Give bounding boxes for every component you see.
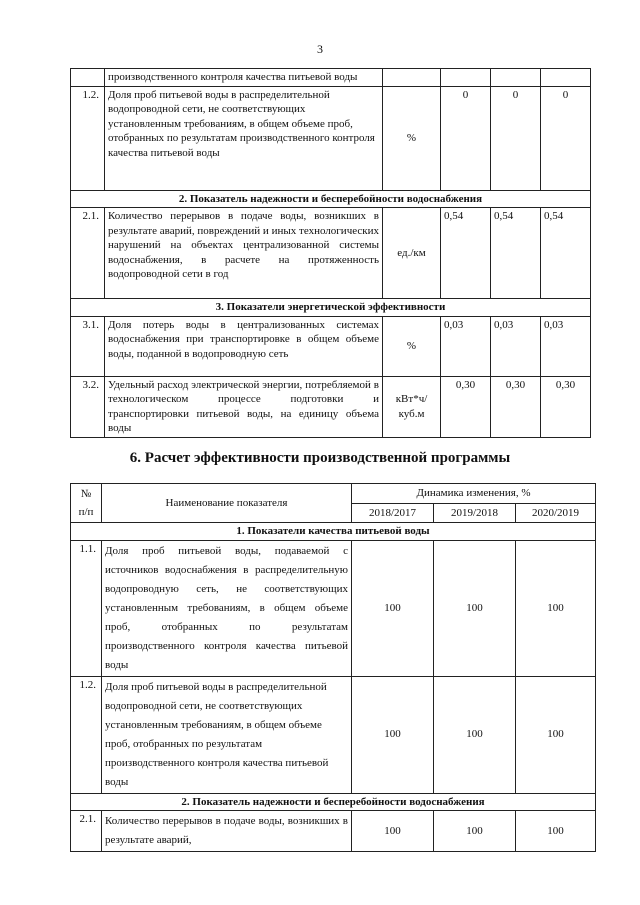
year-header: 2018/2017 [352,503,434,523]
indicator-text: Доля проб питьевой воды, подаваемой с источников водоснабжения в распределительную водопроводную сеть, не соответствующих установленным требованиям, в общем объеме проб, отобранных по результатам производственного контроля качества питьевой воды [102,540,352,676]
value-cell: 100 [434,540,516,676]
indicator-text: Удельный расход электрической энергии, потребляемой в технологическом процессе подготовки и транспортировки питьевой воды, на единицу объема воды [105,376,383,437]
section-header-row [71,190,591,208]
section-title: 2. Показатель надежности и бесперебойности водоснабжения [71,793,596,811]
table-row [71,376,591,437]
value-cell: 100 [516,676,596,793]
row-number: 1.2. [71,86,105,190]
value-cell: 0,54 [441,208,491,299]
value-cell: 0,54 [541,208,591,299]
indicator-text: Доля потерь воды в централизованных системах водоснабжения при транспортировке в общем объеме воды, поданной в водопроводную сеть [105,316,383,376]
row-number: 1.1. [71,540,102,676]
row-number: 2.1. [71,811,102,852]
section-header-row [71,793,596,811]
unit-cell: % [383,86,441,190]
table-row [71,316,591,376]
column-header-number-line2: п/п [78,506,94,518]
column-header-dynamics: Динамика изменения, % [352,484,596,504]
indicators-table-continued [70,68,591,438]
indicator-text: Доля проб питьевой воды в распределительной водопроводной сети, не соответствующих установленным требованиям, в общем объеме проб, отобранных по результатам производственного контроля качества питьевой воды [102,676,352,793]
unit-cell [383,69,441,87]
indicator-text: Доля проб питьевой воды в распределительной водопроводной сети, не соответствующих установленным требованиям, в общем объеме проб, отобранных по результатам производственного контроля качества питьевой воды [105,86,383,190]
row-number: 3.1. [71,316,105,376]
row-number: 2.1. [71,208,105,299]
section-header-row [71,299,591,317]
unit-cell: ед./км [383,208,441,299]
value-cell [441,69,491,87]
value-cell [491,69,541,87]
value-cell: 0,03 [541,316,591,376]
efficiency-table [70,483,596,852]
value-cell: 0,30 [441,376,491,437]
table-row [71,69,591,87]
value-cell: 0,03 [491,316,541,376]
indicator-text: Количество перерывов в подаче воды, возникших в результате аварий, [102,811,352,852]
column-header-name: Наименование показателя [102,484,352,523]
unit-cell: кВт*ч/куб.м [383,376,441,437]
table-row [71,208,591,299]
value-cell: 0,30 [491,376,541,437]
table-row [71,676,596,793]
year-header: 2019/2018 [434,503,516,523]
value-cell: 100 [434,676,516,793]
section-title: 3. Показатели энергетической эффективности [71,299,591,317]
page-number: 3 [317,42,323,56]
value-cell: 0 [441,86,491,190]
row-number: 3.2. [71,376,105,437]
value-cell: 100 [352,540,434,676]
value-cell: 0,03 [441,316,491,376]
value-cell: 100 [352,676,434,793]
value-cell: 100 [516,540,596,676]
value-cell: 0 [491,86,541,190]
indicator-text: производственного контроля качества питьевой воды [105,69,383,87]
value-cell: 0,54 [491,208,541,299]
row-number [71,69,105,87]
unit-cell: % [383,316,441,376]
section-title: 1. Показатели качества питьевой воды [71,523,596,541]
value-cell: 100 [516,811,596,852]
value-cell: 0 [541,86,591,190]
value-cell: 100 [352,811,434,852]
year-header: 2020/2019 [516,503,596,523]
column-header-number [71,484,102,523]
column-header-number-line1: № [80,488,92,500]
table-row [71,540,596,676]
row-number: 1.2. [71,676,102,793]
indicator-text: Количество перерывов в подаче воды, возникших в результате аварий, повреждений и иных технологических нарушений на объектах централизованной системы водоснабжения, в расчете на протяженность водопроводной сети в год [105,208,383,299]
value-cell [541,69,591,87]
table-row [71,86,591,190]
header-row [71,484,596,504]
section-heading: 6. Расчет эффективности производственной программы [129,450,511,466]
section-title: 2. Показатель надежности и бесперебойности водоснабжения [71,190,591,208]
value-cell: 100 [434,811,516,852]
section-header-row [71,523,596,541]
value-cell: 0,30 [541,376,591,437]
table-row [71,811,596,852]
